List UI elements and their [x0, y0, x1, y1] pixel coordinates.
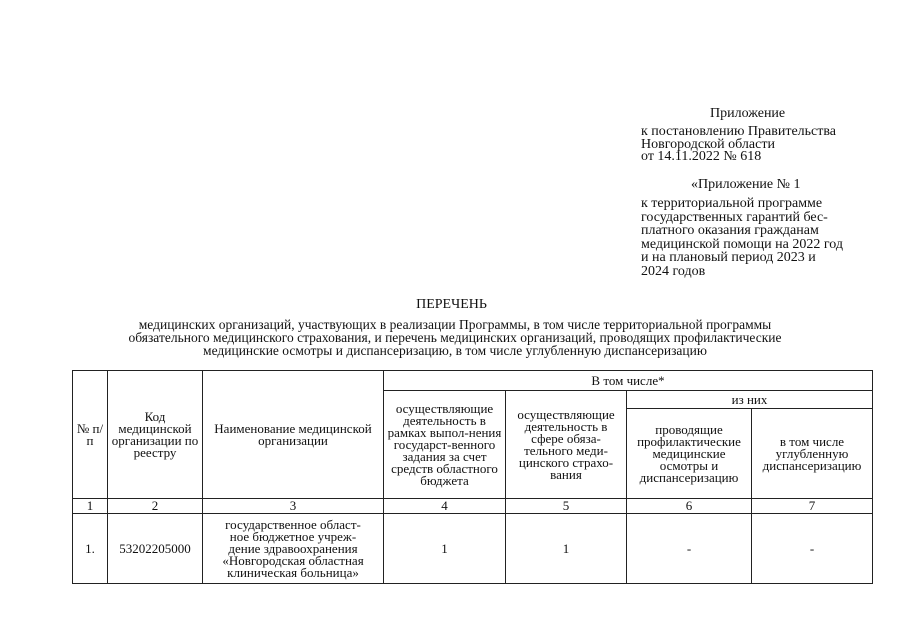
row-name-line: «Новгородская областная: [222, 552, 364, 568]
row-num: 1.: [73, 514, 108, 584]
subtitle-line: медицинские осмотры и диспансеризацию, в том числе углубленную диспансеризацию: [203, 343, 707, 358]
header-of-them: из них: [627, 391, 873, 409]
header-prof: проводящие профилактические медицинские осмотры и диспансеризацию: [627, 409, 752, 499]
document-subtitle: [60, 318, 850, 357]
column-number: 7: [752, 499, 873, 514]
organizations-table: [72, 370, 873, 584]
appendix-line: Новгородской области: [641, 136, 775, 152]
column-number: 4: [384, 499, 506, 514]
column-number: 1: [73, 499, 108, 514]
row-name-line: дение здравоохранения: [228, 540, 358, 556]
header-oms: осуществляющие деятельность в сфере обяза-тельного меди-цинского страхо-вания: [506, 391, 627, 499]
column-number: 5: [506, 499, 627, 514]
header-num: № п/п: [73, 371, 108, 499]
appendix2-reference: [641, 197, 843, 278]
row-deep: -: [752, 514, 873, 584]
appendix2-line: медицинской помощи на 2022 год: [641, 236, 843, 252]
header-name: Наименование медицинской организации: [203, 371, 384, 499]
row-name-line: ное бюджетное учреж-: [229, 528, 357, 544]
header-deep: в том числе углубленную диспансеризацию: [752, 409, 873, 499]
appendix2-line: к территориальной программе: [641, 196, 823, 211]
header-code: Код медицинской организации по реестру: [108, 371, 203, 499]
subtitle-line: медицинских организаций, участвующих в реализации Программы, в том числе территориальной программы: [138, 317, 772, 332]
document-title: ПЕРЕЧЕНЬ: [416, 297, 487, 312]
column-number: 6: [627, 499, 752, 514]
row-oms: 1: [506, 514, 627, 584]
row-prof: -: [627, 514, 752, 584]
row-name-line: государственное област-: [225, 516, 361, 532]
appendix-title: Приложение: [710, 106, 786, 121]
header-budget: осуществляющие деятельность в рамках выпол-нения государст-венного задания за счет средств областного бюджета: [384, 391, 506, 499]
column-number: 3: [203, 499, 384, 514]
column-number: 2: [108, 499, 203, 514]
row-name-line: клиническая больница»: [227, 564, 359, 580]
header-including: В том числе*: [384, 371, 873, 391]
appendix2-line: и на плановый период 2023 и: [641, 250, 816, 265]
appendix-reference: [641, 126, 836, 164]
appendix2-line: платного оказания гражданам: [641, 223, 819, 238]
appendix2-title: «Приложение № 1: [691, 177, 801, 192]
appendix2-line: 2024 годов: [641, 263, 706, 279]
appendix-line: от 14.11.2022 № 618: [641, 149, 762, 164]
row-code: 53202205000: [108, 514, 203, 584]
appendix2-line: государственных гарантий бес-: [641, 209, 828, 225]
table-row: [73, 514, 873, 584]
subtitle-line: обязательного медицинского страхования, и перечень медицинских организаций, проводящих профилактические: [128, 330, 782, 345]
row-budget: 1: [384, 514, 506, 584]
appendix-line: к постановлению Правительства: [641, 124, 837, 139]
row-name: [203, 514, 384, 584]
